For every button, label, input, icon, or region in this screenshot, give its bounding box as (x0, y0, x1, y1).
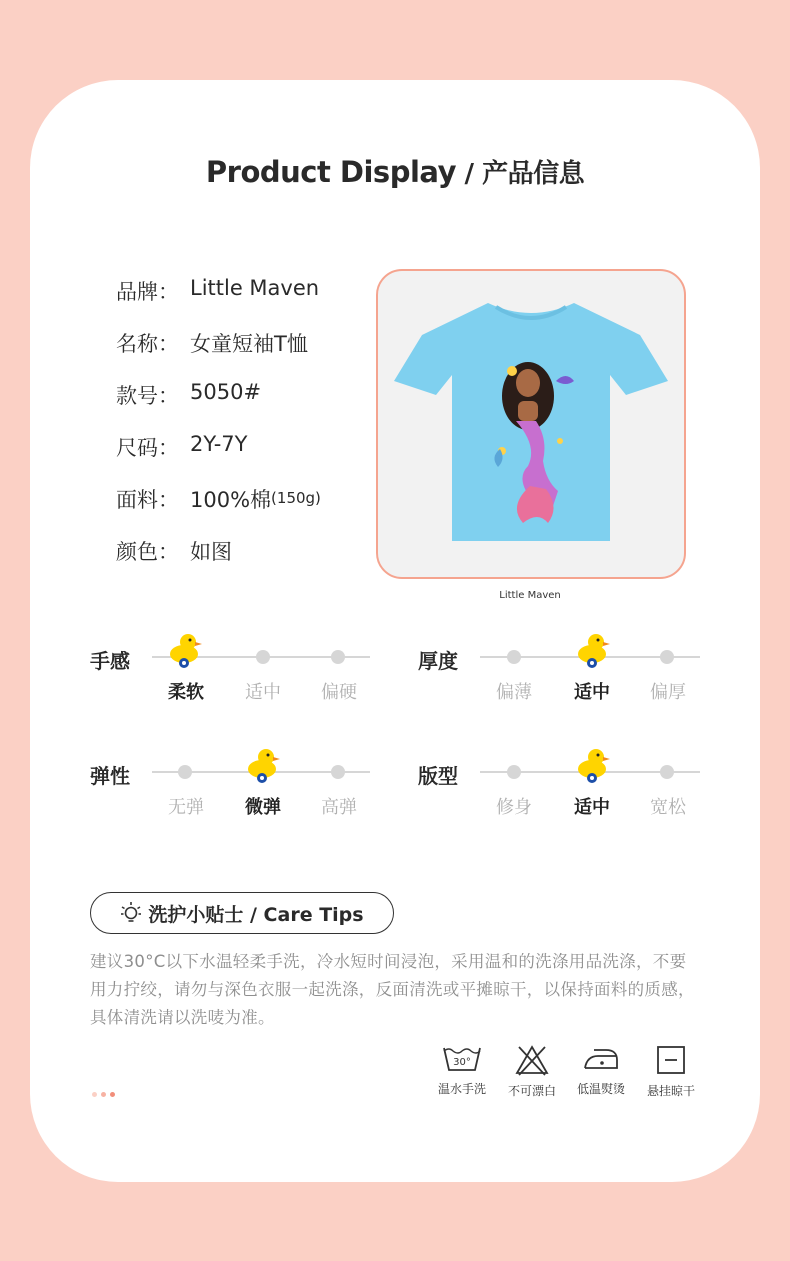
spec-style-no: 款号： 5050# (116, 380, 262, 408)
rating-option-selected: 适中 (574, 797, 610, 818)
spec-brand: 品牌： Little Maven (116, 276, 320, 304)
rating-option: 修身 (496, 797, 532, 818)
rating-label: 厚度 (418, 649, 458, 673)
rating-label: 手感 (90, 649, 130, 673)
care-label: 温水手洗 (437, 1082, 486, 1096)
rating-dot (660, 650, 674, 664)
rating-label: 弹性 (90, 764, 130, 788)
rating-option: 偏厚 (650, 682, 686, 703)
rating-dot (256, 650, 270, 664)
tshirt-illustration (378, 271, 684, 577)
care-item-bleach (499, 1044, 565, 1099)
spec-size: 尺码： 2Y-7Y (116, 432, 248, 460)
care-item-dry (638, 1044, 704, 1099)
iron-low-icon (582, 1044, 620, 1074)
rating-dot (660, 765, 674, 779)
indicator-dot (101, 1092, 106, 1097)
duck-marker-icon (168, 632, 204, 670)
care-label: 低温熨烫 (576, 1082, 625, 1096)
spec-name: 名称： 女童短袖T恤 (116, 332, 308, 356)
duck-marker-icon (576, 747, 612, 785)
care-item-wash (429, 1044, 495, 1097)
rating-option: 无弹 (168, 797, 204, 818)
care-tips-title: 洗护小贴士 / Care Tips (148, 903, 364, 926)
rating-option-selected: 适中 (574, 682, 610, 703)
rating-option: 宽松 (650, 797, 686, 818)
image-caption: Little Maven (499, 590, 561, 601)
care-instructions: 建议30°C以下水温轻柔手洗，冷水短时间浸泡，采用温和的洗涤用品洗涤，不要用力拧绞，请勿与深色衣服一起洗涤，反面清洗或平摊晾干，以保持面料的质感，具体清洗请以洗唛为准。 (90, 952, 695, 1027)
rating-dot (178, 765, 192, 779)
svg-text:30°: 30° (453, 1057, 471, 1068)
no-bleach-icon (514, 1044, 550, 1076)
rating-option: 适中 (245, 682, 281, 703)
rating-option: 偏薄 (496, 682, 532, 703)
rating-option: 高弹 (321, 797, 357, 818)
product-image (376, 269, 686, 579)
rating-option: 偏硬 (321, 682, 357, 703)
indicator-dot (92, 1092, 97, 1097)
duck-marker-icon (576, 632, 612, 670)
hang-dry-icon (655, 1044, 687, 1076)
spec-fabric: 面料： 100%棉 (150g) (116, 488, 321, 512)
wash-30-icon (442, 1044, 482, 1074)
rating-label: 版型 (418, 764, 458, 788)
rating-option-selected: 微弹 (245, 797, 281, 818)
page-title: Product Display / 产品信息 (205, 155, 585, 189)
rating-dot (507, 650, 521, 664)
rating-option-selected: 柔软 (168, 682, 204, 703)
lightbulb-icon (120, 901, 142, 925)
duck-marker-icon (246, 747, 282, 785)
rating-dot (331, 650, 345, 664)
rating-dot (331, 765, 345, 779)
care-item-iron (568, 1044, 634, 1097)
indicator-dot (110, 1092, 115, 1097)
care-label: 不可漂白 (507, 1084, 556, 1098)
page-indicator (92, 1092, 115, 1097)
spec-color: 颜色： 如图 (116, 540, 232, 564)
care-label: 悬挂晾干 (646, 1084, 695, 1098)
care-tips-badge (90, 892, 394, 934)
rating-dot (507, 765, 521, 779)
